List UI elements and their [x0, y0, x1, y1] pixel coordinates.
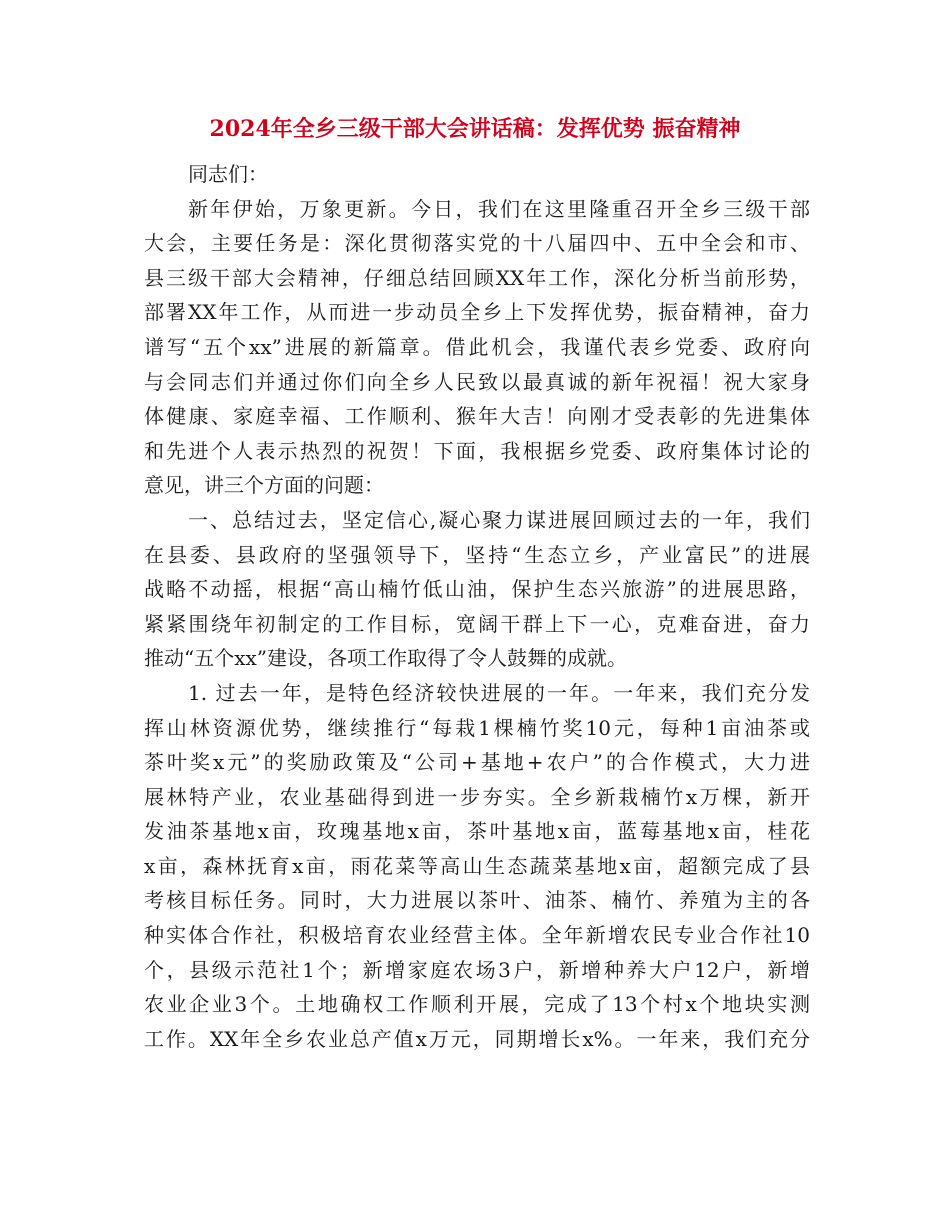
text-line: 挥山林资源优势，继续推行“每栽1棵楠竹奖10元，每种1亩油茶或 [144, 715, 810, 740]
paragraph-item-one [144, 676, 810, 1057]
text-line: 战略不动摇，根据“高山楠竹低山油，保护生态兴旅游”的进展思路， [144, 577, 810, 602]
text-line: 和先进个人表示热烈的祝贺！下面，我根据乡党委、政府集体讨论的 [144, 438, 810, 463]
text-line: 部署XX年工作，从而进一步动员全乡上下发挥优势，振奋精神，奋力 [144, 300, 810, 325]
text-line: 县三级干部大会精神，仔细总结回顾XX年工作，深化分析当前形势， [144, 265, 810, 290]
text-line: 发油茶基地x亩，玫瑰基地x亩，茶叶基地x亩，蓝莓基地x亩，桂花 [144, 819, 810, 844]
text-line: 工作。XX年全乡农业总产值x万元，同期增长x%。一年来，我们充分 [144, 1026, 810, 1051]
text-line: 体健康、家庭幸福、工作顺利、猴年大吉！向刚才受表彰的先进集体 [144, 404, 810, 429]
text-line: 农业企业3个。土地确权工作顺利开展，完成了13个村x个地块实测 [144, 992, 810, 1017]
text-line: 一、总结过去，坚定信心,凝心聚力谋进展回顾过去的一年，我们 [188, 507, 810, 532]
text-line: 谱写“五个xx”进展的新篇章。借此机会，我谨代表乡党委、政府向 [144, 334, 810, 359]
text-line: 个，县级示范社1个；新增家庭农场3户，新增种养大户12户，新增 [144, 957, 810, 982]
greeting-line: 同志们： [188, 162, 268, 186]
text-line: 推动“五个xx”建设，各项工作取得了令人鼓舞的成就。 [144, 646, 628, 671]
text-line: 大会，主要任务是：深化贯彻落实党的十八届四中、五中全会和市、 [144, 231, 810, 256]
text-line: 展林特产业，农业基础得到进一步夯实。全乡新栽楠竹x万棵，新开 [144, 784, 810, 809]
text-line: 茶叶奖x元”的奖励政策及“公司+基地+农户”的合作模式，大力进 [144, 750, 810, 775]
document-body [144, 157, 810, 1056]
text-line: 考核目标任务。同时，大力进展以茶叶、油茶、楠竹、养殖为主的各 [144, 888, 810, 913]
text-line: 在县委、县政府的坚强领导下，坚持“生态立乡，产业富民”的进展 [144, 542, 810, 567]
text-line: 紧紧围绕年初制定的工作目标，宽阔干群上下一心，克难奋进，奋力 [144, 611, 810, 636]
text-line: 与会同志们并通过你们向全乡人民致以最真诚的新年祝福！祝大家身 [144, 369, 810, 394]
text-line: 意见，讲三个方面的问题： [144, 473, 384, 498]
text-line: x亩，森林抚育x亩，雨花菜等高山生态蔬菜基地x亩，超额完成了县 [144, 853, 810, 878]
paragraph-opening [144, 192, 810, 503]
paragraph-section-one [144, 503, 810, 676]
document-title: 2024年全乡三级干部大会讲话稿：发挥优势 振奋精神 [209, 116, 741, 142]
text-line: 1. 过去一年，是特色经济较快进展的一年。一年来，我们充分发 [188, 680, 810, 705]
text-line: 新年伊始，万象更新。今日，我们在这里隆重召开全乡三级干部 [188, 196, 810, 221]
text-line: 种实体合作社，积极培育农业经营主体。全年新增农民专业合作社10 [144, 923, 810, 948]
